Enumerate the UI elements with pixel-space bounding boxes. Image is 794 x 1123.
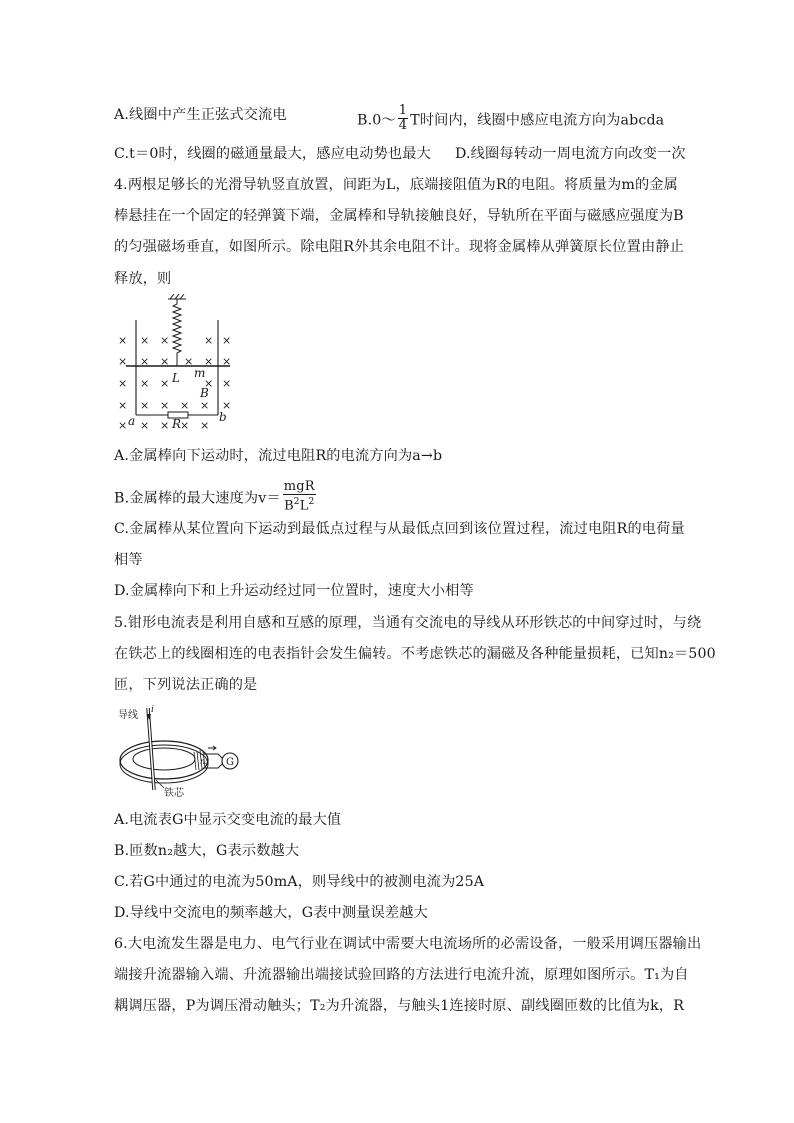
q3-option-a: A.线圈中产生正弦式交流电 <box>114 107 287 123</box>
field-cross: × <box>180 399 190 412</box>
q3-option-c: C.t＝0时，线圈的磁通量最大，感应电动势也最大 <box>114 146 431 162</box>
field-cross: × <box>204 355 214 368</box>
field-cross: × <box>140 419 150 432</box>
field-cross: × <box>160 377 170 390</box>
q3-option-b-prefix: B.0～ <box>357 112 396 129</box>
q6-stem-line-2: 端接升流器输入端、升流器输出端接试验回路的方法进行电流升流，原理如图所示。T₁为自 <box>114 967 689 983</box>
field-cross: × <box>118 399 128 412</box>
spring <box>173 299 181 366</box>
q3-option-b-suffix: T时间内，线圈中感应电流方向为abcda <box>410 112 665 129</box>
field-cross: × <box>222 334 232 347</box>
field-cross: × <box>200 419 210 432</box>
label-R: R <box>172 417 182 431</box>
q4-option-b-fraction <box>283 480 316 513</box>
q4-option-c-line-2: 相等 <box>114 552 143 568</box>
q3-option-b-fraction <box>398 104 408 133</box>
field-cross: × <box>222 355 232 368</box>
field-cross: × <box>160 399 170 412</box>
field-cross: × <box>118 355 128 368</box>
label-n2: n₂ <box>200 757 209 766</box>
field-cross: × <box>200 399 210 412</box>
q4-option-b-prefix: B.金属棒的最大速度为v＝ <box>114 490 281 507</box>
field-cross: × <box>140 334 150 347</box>
label-m: m <box>194 366 206 380</box>
q4-option-d: D.金属棒向下和上升运动经过同一位置时，速度大小相等 <box>114 583 474 599</box>
field-cross: × <box>222 399 232 412</box>
label-current-i: i <box>151 705 154 715</box>
field-cross: × <box>160 419 170 432</box>
field-cross: × <box>204 377 214 390</box>
den-l: L <box>299 498 309 514</box>
q5-option-d: D.导线中交流电的频率越大，G表中测量误差越大 <box>114 905 428 921</box>
label-L: L <box>172 371 180 385</box>
q5-stem-line-3: 匝，下列说法正确的是 <box>114 677 258 693</box>
label-iron-core: 铁芯 <box>164 788 184 799</box>
q6-stem-line-1: 6.大电流发生器是电力、电气行业在调试中需要大电流场所的必需设备，一般采用调压器输出 <box>114 936 702 952</box>
q5-option-b: B.匝数n₂越大，G表示数越大 <box>114 843 300 859</box>
q4-figure <box>112 294 242 432</box>
q3-option-b <box>357 103 665 135</box>
field-cross: × <box>140 399 150 412</box>
field-cross: × <box>184 355 194 368</box>
label-wire: 导线 <box>118 710 138 721</box>
q4-stem-line-2: 棒悬挂在一个固定的轻弹簧下端，金属棒和导轨接触良好，导轨所在平面与磁感应强度为B <box>114 208 684 224</box>
field-cross: × <box>204 334 214 347</box>
field-cross: × <box>222 377 232 390</box>
fraction-numerator: mgR <box>283 479 315 494</box>
field-cross: × <box>160 355 170 368</box>
field-cross: × <box>180 419 190 432</box>
q4-stem-line-3: 的匀强磁场垂直，如图所示。除电阻R外其余电阻不计。现将金属棒从弹簧原长位置由静止 <box>114 239 684 255</box>
label-b: b <box>219 410 227 424</box>
q4-option-b <box>114 479 318 515</box>
q4-option-a: A.金属棒向下运动时，流过电阻R的电流方向为a→b <box>114 448 443 464</box>
fraction-numerator: 1 <box>398 103 408 118</box>
field-cross: × <box>118 419 128 432</box>
den-b: B <box>284 498 294 514</box>
q5-option-c: C.若G中通过的电流为50mA，则导线中的被测电流为25A <box>114 874 485 890</box>
q3-option-d: D.线圈每转动一周电流方向改变一次 <box>455 146 686 162</box>
field-cross: × <box>140 355 150 368</box>
q5-option-a: A.电流表G中显示交变电流的最大值 <box>114 812 342 828</box>
label-a: a <box>128 414 136 428</box>
coil-current-arrow <box>208 746 216 750</box>
field-cross: × <box>140 377 150 390</box>
den-l-exponent: 2 <box>308 497 315 507</box>
q5-figure <box>112 700 252 800</box>
fraction-denominator: 4 <box>398 118 408 133</box>
den-b-exponent: 2 <box>293 497 300 507</box>
ceiling-hatch <box>168 294 186 299</box>
field-cross: × <box>118 377 128 390</box>
label-B: B <box>200 386 209 400</box>
q6-stem-line-3: 耦调压器，P为调压滑动触头；T₂为升流器，与触头1连接时原、副线圈匝数的比值为k，R <box>114 998 685 1014</box>
q5-stem-line-1: 5.钳形电流表是利用自感和互感的原理，当通有交流电的导线从环形铁芯的中间穿过时，与绕 <box>114 615 702 631</box>
field-cross: × <box>160 334 170 347</box>
core-label-leader <box>156 780 164 788</box>
iron-core-inner <box>133 748 195 770</box>
q4-option-c-line-1: C.金属棒从某位置向下运动到最低点过程与从最低点回到该位置过程，流过电阻R的电荷量 <box>114 521 685 537</box>
q4-stem-line-4: 释放，则 <box>114 271 172 287</box>
field-cross: × <box>118 334 128 347</box>
galvanometer-label: G <box>226 757 234 768</box>
q4-stem-line-1: 4.两根足够长的光滑导轨竖直放置，间距为L，底端接阻值为R的电阻。将质量为m的金属 <box>114 177 678 193</box>
q5-stem-line-2: 在铁芯上的线圈相连的电表指针会发生偏转。不考虑铁芯的漏磁及各种能量损耗，已知n₂＝500 <box>114 646 716 662</box>
fraction-denominator <box>283 495 316 513</box>
